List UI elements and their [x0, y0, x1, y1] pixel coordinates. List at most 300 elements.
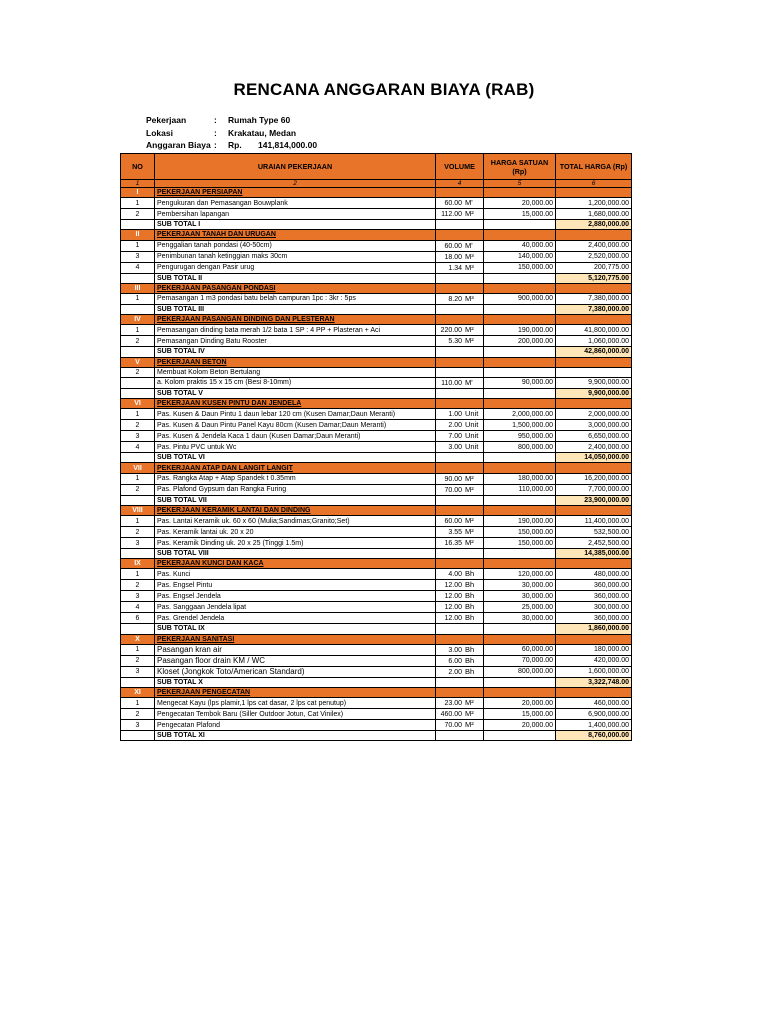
- price-cell: [484, 273, 556, 283]
- volume-cell: [436, 293, 484, 304]
- section-row: [121, 463, 632, 473]
- item-description: a. Kolom praktis 15 x 15 cm (Besi 8-10mm): [155, 377, 436, 388]
- volume-unit: M²: [465, 527, 474, 536]
- column-number-row: [121, 180, 632, 188]
- price-cell: [484, 463, 556, 473]
- section-row: [121, 230, 632, 240]
- volume-cell: [436, 687, 484, 697]
- unit-price: 110,000.00: [484, 484, 556, 495]
- volume-cell: [436, 188, 484, 198]
- volume-unit: M²: [465, 698, 474, 708]
- total-price: [556, 367, 632, 377]
- unit-price: [484, 367, 556, 377]
- total-cell: [556, 687, 632, 697]
- volume-cell: [436, 591, 484, 602]
- unit-price: 120,000.00: [484, 569, 556, 580]
- total-price: 460,000.00: [556, 698, 632, 709]
- price-cell: [484, 347, 556, 357]
- section-number: I: [121, 188, 155, 198]
- header-no: NO: [121, 154, 155, 180]
- info-value: Rumah Type 60: [228, 115, 291, 125]
- item-row: [121, 262, 632, 273]
- item-description: Pemasangan 1 m3 pondasi batu belah campuran 1pc : 3kr : 5ps: [155, 293, 436, 304]
- volume-cell: [436, 315, 484, 325]
- unit-price: 30,000.00: [484, 580, 556, 591]
- price-cell: [484, 304, 556, 314]
- item-number: 1: [121, 198, 155, 209]
- volume-cell: [436, 527, 484, 538]
- volume-cell: [436, 453, 484, 463]
- volume-unit: M²: [465, 209, 474, 219]
- volume-value: 460.00: [440, 711, 462, 719]
- volume-value: 1.00: [448, 411, 462, 419]
- unit-price: 950,000.00: [484, 431, 556, 442]
- volume-value: 12.00: [444, 582, 462, 590]
- total-price: 480,000.00: [556, 569, 632, 580]
- volume-unit: M²: [465, 538, 474, 547]
- item-number: 3: [121, 720, 155, 731]
- unit-price: 40,000.00: [484, 240, 556, 251]
- item-row: [121, 516, 632, 527]
- item-description: Pengecatan Plafond: [155, 720, 436, 731]
- volume-cell: [436, 336, 484, 347]
- volume-unit: Bh: [465, 613, 475, 623]
- subtotal-value: 42,860,000.00: [556, 347, 632, 357]
- item-number: 6: [121, 613, 155, 624]
- total-price: 2,400,000.00: [556, 240, 632, 251]
- volume-cell: [436, 473, 484, 484]
- volume-value: 6.00: [448, 657, 462, 665]
- item-row: [121, 655, 632, 666]
- section-number: VII: [121, 463, 155, 473]
- volume-cell: [436, 304, 484, 314]
- volume-unit: M': [465, 240, 473, 250]
- section-title: PEKERJAAN PASANGAN PONDASI: [155, 283, 436, 293]
- item-description: Pas. Keramik Dinding uk. 20 x 25 (Tinggi 1.5m): [155, 538, 436, 549]
- item-row: [121, 613, 632, 624]
- item-number: 1: [121, 698, 155, 709]
- info-label: Pekerjaan: [146, 115, 187, 125]
- volume-unit: Bh: [465, 666, 475, 676]
- item-row: [121, 377, 632, 388]
- info-row-lokasi: [146, 127, 317, 140]
- unit-price: 180,000.00: [484, 473, 556, 484]
- unit-price: 200,000.00: [484, 336, 556, 347]
- item-row: [121, 644, 632, 655]
- section-number: XI: [121, 687, 155, 697]
- total-price: 360,000.00: [556, 613, 632, 624]
- item-description: Pas. Sanggaan Jendela lipat: [155, 602, 436, 613]
- price-cell: [484, 559, 556, 569]
- subtotal-label: SUB TOTAL XI: [155, 731, 436, 741]
- document-title: RENCANA ANGGARAN BIAYA (RAB): [233, 80, 535, 99]
- volume-cell: [436, 505, 484, 515]
- volume-cell: [436, 251, 484, 262]
- volume-cell: [436, 273, 484, 283]
- item-description: Pengurugan dengan Pasir urug: [155, 262, 436, 273]
- subtotal-label: SUB TOTAL IV: [155, 347, 436, 357]
- item-row: [121, 538, 632, 549]
- volume-cell: [436, 399, 484, 409]
- section-number: V: [121, 357, 155, 367]
- item-row: [121, 580, 632, 591]
- volume-value: 12.00: [444, 593, 462, 601]
- unit-price: 20,000.00: [484, 198, 556, 209]
- volume-cell: [436, 495, 484, 505]
- section-row: [121, 559, 632, 569]
- item-number: 1: [121, 325, 155, 336]
- volume-value: 12.00: [444, 604, 462, 612]
- item-description: Pas. Plafond Gypsum dan Rangka Furing: [155, 484, 436, 495]
- subtotal-row: [121, 453, 632, 463]
- item-number: [121, 495, 155, 505]
- section-title: PEKERJAAN TANAH DAN URUGAN: [155, 230, 436, 240]
- section-title: PEKERJAAN PERSIAPAN: [155, 188, 436, 198]
- info-sep: :: [214, 127, 217, 138]
- info-row-pekerjaan: [146, 114, 317, 127]
- total-cell: [556, 559, 632, 569]
- subtotal-row: [121, 624, 632, 634]
- info-label: Anggaran Biaya: [146, 140, 211, 150]
- section-title: PEKERJAAN KUNCI DAN KACA: [155, 559, 436, 569]
- section-number: VI: [121, 399, 155, 409]
- volume-cell: [436, 240, 484, 251]
- volume-unit: Bh: [465, 644, 475, 654]
- total-price: 9,900,000.00: [556, 377, 632, 388]
- volume-value: 1.34: [448, 264, 462, 272]
- volume-cell: [436, 549, 484, 559]
- item-description: Pengecatan Tembok Baru (Siller Outdoor Jotun, Cat Vinilex): [155, 709, 436, 720]
- item-number: 1: [121, 569, 155, 580]
- section-row: [121, 283, 632, 293]
- item-number: 2: [121, 709, 155, 720]
- unit-price: 15,000.00: [484, 709, 556, 720]
- section-number: III: [121, 283, 155, 293]
- item-row: [121, 420, 632, 431]
- total-price: 300,000.00: [556, 602, 632, 613]
- volume-cell: [436, 569, 484, 580]
- volume-cell: [436, 624, 484, 634]
- item-row: [121, 591, 632, 602]
- subtotal-value: 23,900,000.00: [556, 495, 632, 505]
- volume-cell: [436, 431, 484, 442]
- info-sep: :: [214, 115, 217, 125]
- volume-unit: Unit: [465, 420, 479, 430]
- item-number: 1: [121, 409, 155, 420]
- item-row: [121, 698, 632, 709]
- item-description: Kloset (Jongkok Toto/American Standard): [155, 666, 436, 677]
- volume-cell: [436, 283, 484, 293]
- total-price: 532,500.00: [556, 527, 632, 538]
- volume-cell: [436, 709, 484, 720]
- price-cell: [484, 505, 556, 515]
- item-number: 2: [121, 336, 155, 347]
- rab-table: [120, 153, 632, 741]
- volume-unit: Unit: [465, 431, 479, 441]
- item-number: [121, 273, 155, 283]
- item-row: [121, 240, 632, 251]
- item-number: [121, 624, 155, 634]
- subtotal-row: [121, 273, 632, 283]
- project-info: [146, 114, 317, 152]
- total-cell: [556, 463, 632, 473]
- volume-cell: [436, 420, 484, 431]
- item-number: 4: [121, 602, 155, 613]
- item-number: 2: [121, 484, 155, 495]
- total-price: 180,000.00: [556, 644, 632, 655]
- unit-price: 30,000.00: [484, 591, 556, 602]
- volume-cell: [436, 655, 484, 666]
- section-row: [121, 188, 632, 198]
- subtotal-row: [121, 495, 632, 505]
- volume-unit: M²: [465, 484, 474, 494]
- volume-unit: M²: [465, 720, 474, 730]
- colnum: 5: [484, 180, 556, 188]
- price-cell: [484, 453, 556, 463]
- volume-cell: [436, 209, 484, 220]
- subtotal-row: [121, 304, 632, 314]
- header-uraian: URAIAN PEKERJAAN: [155, 154, 436, 180]
- info-label: Lokasi: [146, 127, 173, 138]
- price-cell: [484, 634, 556, 644]
- item-row: [121, 367, 632, 377]
- item-number: 3: [121, 666, 155, 677]
- item-row: [121, 709, 632, 720]
- price-cell: [484, 357, 556, 367]
- volume-cell: [436, 731, 484, 741]
- total-price: 41,800,000.00: [556, 325, 632, 336]
- volume-unit: Bh: [465, 580, 475, 590]
- volume-unit: M³: [465, 251, 474, 261]
- item-number: 1: [121, 516, 155, 527]
- item-description: Pas. Engsel Jendela: [155, 591, 436, 602]
- total-price: 16,200,000.00: [556, 473, 632, 484]
- volume-unit: Unit: [465, 409, 479, 419]
- unit-price: 150,000.00: [484, 538, 556, 549]
- item-number: 4: [121, 442, 155, 453]
- subtotal-row: [121, 677, 632, 687]
- subtotal-value: 14,385,000.00: [556, 549, 632, 559]
- subtotal-row: [121, 388, 632, 398]
- volume-cell: [436, 220, 484, 230]
- total-price: 6,650,000.00: [556, 431, 632, 442]
- item-description: Penimbunan tanah ketinggian maks 30cm: [155, 251, 436, 262]
- subtotal-value: 8,760,000.00: [556, 731, 632, 741]
- section-title: PEKERJAAN PENGECATAN: [155, 687, 436, 697]
- total-cell: [556, 283, 632, 293]
- item-number: 1: [121, 473, 155, 484]
- volume-value: 3.55: [448, 529, 462, 536]
- item-row: [121, 602, 632, 613]
- total-cell: [556, 399, 632, 409]
- subtotal-label: SUB TOTAL VI: [155, 453, 436, 463]
- item-description: Pembersihan lapangan: [155, 209, 436, 220]
- item-number: [121, 347, 155, 357]
- item-description: Pas. Kusen & Daun Pintu 1 daun lebar 120 cm (Kusen Damar;Daun Meranti): [155, 409, 436, 420]
- volume-value: 8.20: [448, 295, 462, 303]
- total-price: 1,200,000.00: [556, 198, 632, 209]
- volume-cell: [436, 484, 484, 495]
- item-description: Penggalian tanah pondasi (40-50cm): [155, 240, 436, 251]
- unit-price: 90,000.00: [484, 377, 556, 388]
- volume-value: 70.00: [444, 486, 462, 494]
- subtotal-label: SUB TOTAL V: [155, 388, 436, 398]
- section-row: [121, 399, 632, 409]
- item-number: [121, 453, 155, 463]
- unit-price: 15,000.00: [484, 209, 556, 220]
- section-row: [121, 315, 632, 325]
- volume-unit: M²: [465, 709, 474, 719]
- unit-price: 2,000,000.00: [484, 409, 556, 420]
- item-number: 2: [121, 209, 155, 220]
- item-number: 2: [121, 367, 155, 377]
- section-title: PEKERJAAN BETON: [155, 357, 436, 367]
- item-row: [121, 431, 632, 442]
- volume-value: 5.30: [448, 338, 462, 346]
- volume-cell: [436, 409, 484, 420]
- item-description: Mengecat Kayu (lps plamir,1 lps cat dasar, 2 lps cat penutup): [155, 698, 436, 709]
- section-row: [121, 634, 632, 644]
- item-description: Pas. Engsel Pintu: [155, 580, 436, 591]
- info-sep: :: [214, 140, 217, 150]
- volume-value: 2.00: [448, 668, 462, 676]
- item-number: 1: [121, 240, 155, 251]
- item-description: Pas. Kusen & Daun Pintu Panel Kayu 80cm (Kusen Damar;Daun Meranti): [155, 420, 436, 431]
- volume-value: 18.00: [444, 253, 462, 261]
- subtotal-label: SUB TOTAL III: [155, 304, 436, 314]
- item-description: Pemasangan Dinding Batu Rooster: [155, 336, 436, 347]
- item-row: [121, 484, 632, 495]
- item-description: Pas. Rangka Atap + Atap Spandek t 0.35mm: [155, 473, 436, 484]
- total-cell: [556, 188, 632, 198]
- price-cell: [484, 687, 556, 697]
- price-cell: [484, 230, 556, 240]
- colnum: 1: [121, 180, 155, 188]
- item-row: [121, 209, 632, 220]
- subtotal-row: [121, 731, 632, 741]
- header-total-harga: TOTAL HARGA (Rp): [556, 154, 632, 180]
- volume-value: 16.35: [444, 540, 462, 547]
- volume-cell: [436, 442, 484, 453]
- item-row: [121, 666, 632, 677]
- subtotal-label: SUB TOTAL VII: [155, 495, 436, 505]
- unit-price: 800,000.00: [484, 442, 556, 453]
- header-row: [121, 154, 632, 180]
- price-cell: [484, 220, 556, 230]
- volume-unit: M': [465, 377, 473, 387]
- item-number: 4: [121, 262, 155, 273]
- unit-price: 25,000.00: [484, 602, 556, 613]
- item-row: [121, 442, 632, 453]
- item-number: [121, 304, 155, 314]
- volume-cell: [436, 388, 484, 398]
- section-row: [121, 687, 632, 697]
- subtotal-label: SUB TOTAL VIII: [155, 549, 436, 559]
- total-price: 3,000,000.00: [556, 420, 632, 431]
- item-number: 2: [121, 580, 155, 591]
- item-description: Pas. Keramik lantai uk. 20 x 20: [155, 527, 436, 538]
- total-price: 1,680,000.00: [556, 209, 632, 220]
- section-title: PEKERJAAN PASANGAN DINDING DAN PLESTERAN: [155, 315, 436, 325]
- section-title: PEKERJAAN KERAMIK LANTAI DAN DINDING: [155, 505, 436, 515]
- volume-unit: M³: [465, 262, 474, 272]
- volume-value: 220.00: [440, 327, 462, 335]
- volume-value: 23.00: [444, 700, 462, 708]
- item-number: 3: [121, 431, 155, 442]
- price-cell: [484, 549, 556, 559]
- total-price: 2,452,500.00: [556, 538, 632, 549]
- info-currency: Rp.: [228, 140, 242, 150]
- subtotal-label: SUB TOTAL IX: [155, 624, 436, 634]
- volume-value: 60.00: [444, 200, 462, 208]
- item-description: Pas. Lantai Keramik uk. 60 x 60 (Mulia;Sandimas;Granito;Set): [155, 516, 436, 527]
- item-row: [121, 251, 632, 262]
- item-number: 3: [121, 251, 155, 262]
- volume-value: 60.00: [444, 518, 462, 525]
- total-price: 6,900,000.00: [556, 709, 632, 720]
- volume-value: 60.00: [444, 242, 462, 250]
- subtotal-row: [121, 220, 632, 230]
- subtotal-value: 3,322,748.00: [556, 677, 632, 687]
- subtotal-value: 1,860,000.00: [556, 624, 632, 634]
- volume-cell: [436, 538, 484, 549]
- unit-price: 900,000.00: [484, 293, 556, 304]
- item-row: [121, 527, 632, 538]
- item-row: [121, 336, 632, 347]
- volume-cell: [436, 377, 484, 388]
- total-price: 1,600,000.00: [556, 666, 632, 677]
- volume-cell: [436, 516, 484, 527]
- subtotal-row: [121, 347, 632, 357]
- price-cell: [484, 624, 556, 634]
- total-price: 360,000.00: [556, 580, 632, 591]
- section-title: PEKERJAAN SANITASI: [155, 634, 436, 644]
- subtotal-value: 2,880,000.00: [556, 220, 632, 230]
- unit-price: 60,000.00: [484, 644, 556, 655]
- unit-price: 140,000.00: [484, 251, 556, 262]
- item-description: Pasangan kran air: [155, 644, 436, 655]
- price-cell: [484, 283, 556, 293]
- volume-value: 3.00: [448, 646, 462, 654]
- item-description: Pas. Kusen & Jendela Kaca 1 daun (Kusen Damar;Daun Meranti): [155, 431, 436, 442]
- item-row: [121, 293, 632, 304]
- item-number: 1: [121, 644, 155, 655]
- price-cell: [484, 399, 556, 409]
- item-number: 2: [121, 527, 155, 538]
- item-description: Membuat Kolom Beton Bertulang: [155, 367, 436, 377]
- item-number: [121, 731, 155, 741]
- info-value: Krakatau, Medan: [228, 127, 297, 138]
- total-cell: [556, 505, 632, 515]
- total-price: 7,700,000.00: [556, 484, 632, 495]
- total-price: 360,000.00: [556, 591, 632, 602]
- volume-unit: M²: [465, 336, 474, 346]
- subtotal-value: 7,380,000.00: [556, 304, 632, 314]
- unit-price: 20,000.00: [484, 720, 556, 731]
- volume-unit: M²: [465, 516, 474, 525]
- volume-cell: [436, 720, 484, 731]
- total-cell: [556, 315, 632, 325]
- volume-unit: Bh: [465, 569, 475, 579]
- section-number: IV: [121, 315, 155, 325]
- section-number: VIII: [121, 505, 155, 515]
- total-price: 200,775.00: [556, 262, 632, 273]
- volume-cell: [436, 677, 484, 687]
- price-cell: [484, 677, 556, 687]
- total-price: 420,000.00: [556, 655, 632, 666]
- price-cell: [484, 731, 556, 741]
- unit-price: 190,000.00: [484, 325, 556, 336]
